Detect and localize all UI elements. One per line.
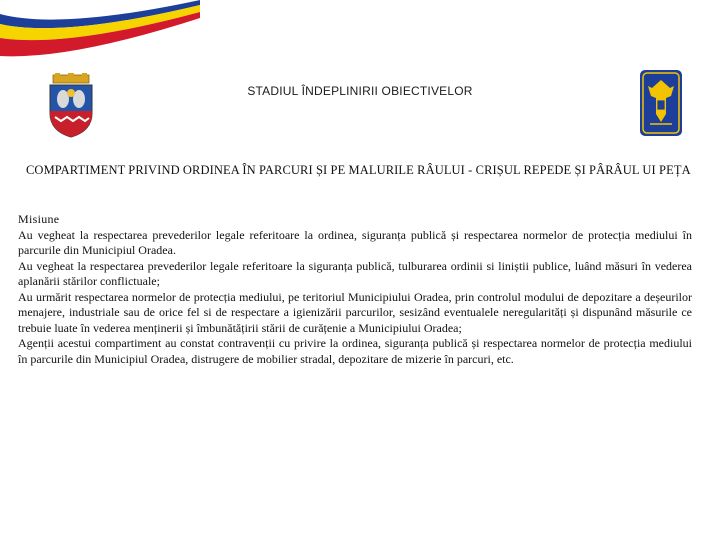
mission-paragraph: Au vegheat la respectarea prevederilor legale referitoare la ordinea, siguranța publică și respectarea normelor de protecția mediului în parcurile din Municipiul Oradea.: [18, 227, 692, 257]
oradea-coat-of-arms-icon: [47, 73, 95, 139]
police-eagle-badge-icon: [640, 70, 682, 136]
mission-paragraph: Agenții acestui compartiment au constat contravenții cu privire la ordinea, siguranța publică și respectarea normelor de protecția mediului în parcurile din Municipiul Oradea, distrugere de mobilier stradal, depozitare de mizerie în parcuri, etc.: [18, 336, 692, 366]
mission-heading: Misiune: [18, 212, 60, 226]
content-body: [18, 212, 692, 367]
page-title: STADIUL ÎNDEPLINIRII OBIECTIVELOR: [247, 84, 473, 98]
mission-paragraph: Au urmărit respectarea normelor de protecția mediului, pe teritoriul Municipiului Oradea, prin controlul modului de depozitare a deșeurilor menajere, industriale sau de orice fel si de respectare a igienizării parcurilor, sesizând eventualele neregularități și dispunând măsurile ce trebuie luate în vederea menținerii și îmbunătățirii stării de curățenie a Municipiului Oradea;: [18, 289, 692, 335]
flag-swoosh-icon: [0, 0, 200, 90]
section-title: COMPARTIMENT PRIVIND ORDINEA ÎN PARCURI ȘI PE MALURILE RÂULUI - CRIȘUL REPEDE ȘI PÂRÂUL UI PEȚA: [26, 163, 691, 177]
mission-paragraph: Au vegheat la respectarea prevederilor legale referitoare la siguranța publică, tulburarea ordinii si liniștii publice, luând măsuri în vederea aplanării stărilor conflictuale;: [18, 258, 692, 288]
